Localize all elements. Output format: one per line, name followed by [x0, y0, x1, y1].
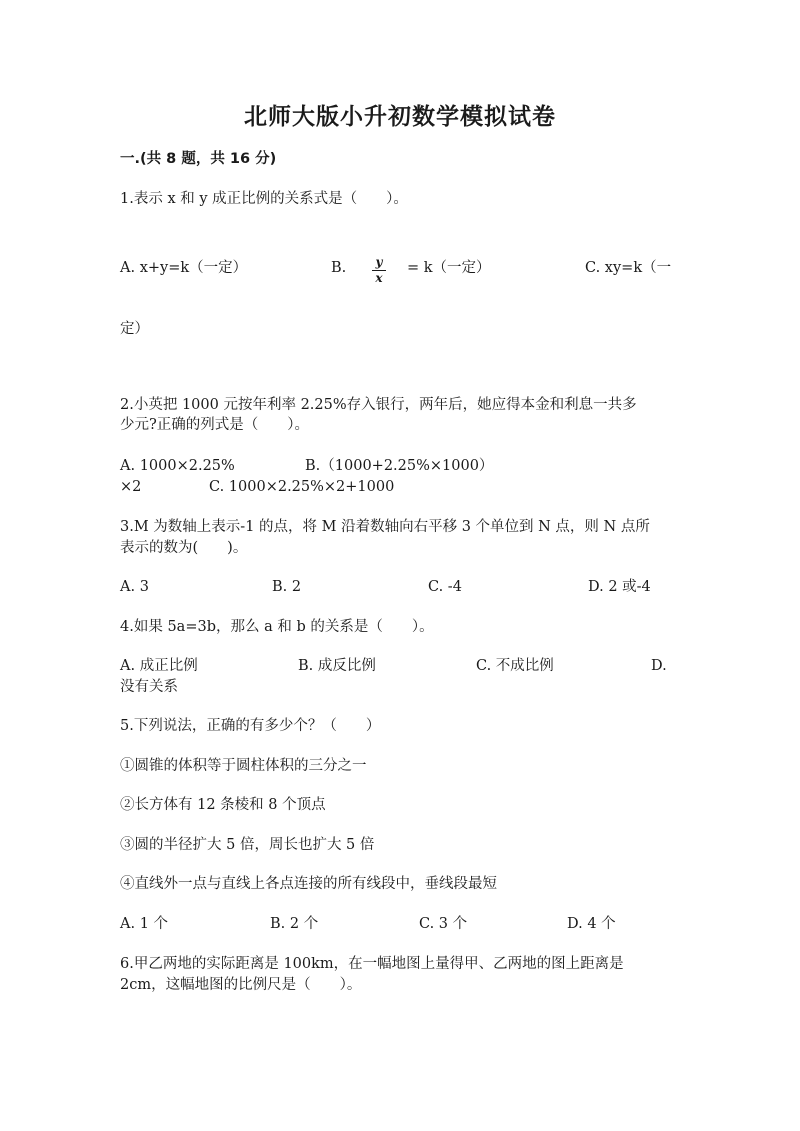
q3-option-a: A. 3 [120, 579, 149, 595]
q5-statement-1: ①圆锥的体积等于圆柱体积的三分之一 [120, 758, 367, 774]
q5-statement-2: ②长方体有 12 条棱和 8 个顶点 [120, 797, 326, 813]
q4-option-b: B. 成反比例 [298, 658, 376, 674]
q1-option-c: C. xy=k（一 [585, 260, 672, 276]
q1-option-b-fraction [372, 256, 386, 284]
q1-stem: 1.表示 x 和 y 成正比例的关系式是（ ）。 [120, 191, 408, 207]
q1-option-c-wrap: 定） [120, 321, 149, 337]
q2-stem-line1: 2.小英把 1000 元按年利率 2.25%存入银行，两年后，她应得本金和利息一共多 [120, 397, 637, 413]
q4-option-a: A. 成正比例 [120, 658, 198, 674]
q5-option-a: A. 1 个 [120, 916, 169, 932]
q4-option-d-label: D. [651, 658, 667, 674]
fraction-denominator: x [372, 270, 386, 284]
q5-option-b: B. 2 个 [270, 916, 319, 932]
q3-stem-line1: 3.M 为数轴上表示-1 的点，将 M 沿着数轴向右平移 3 个单位到 N 点，则 N 点所 [120, 519, 650, 535]
q4-option-d-text: 没有关系 [120, 679, 178, 695]
q4-option-c: C. 不成比例 [476, 658, 554, 674]
q5-statement-4: ④直线外一点与直线上各点连接的所有线段中，垂线段最短 [120, 876, 497, 892]
section-heading: 一.(共 8 题，共 16 分) [120, 151, 277, 167]
page-title: 北师大版小升初数学模拟试卷 [244, 104, 556, 130]
q1-option-a: A. x+y=k（一定） [120, 260, 248, 276]
q5-option-d: D. 4 个 [567, 916, 616, 932]
q5-statement-3: ③圆的半径扩大 5 倍，周长也扩大 5 倍 [120, 837, 375, 853]
q2-option-a: A. 1000×2.25% [120, 458, 235, 474]
q2-option-c: C. 1000×2.25%×2+1000 [209, 479, 395, 495]
q3-stem-line2: 表示的数为( )。 [120, 540, 248, 556]
q3-option-c: C. -4 [428, 579, 462, 595]
q1-option-b-label: B. [331, 260, 347, 276]
q3-option-d: D. 2 或-4 [588, 579, 651, 595]
q5-stem: 5.下列说法，正确的有多少个？（ ） [120, 718, 381, 734]
q1-option-b-text: = k（一定） [407, 260, 491, 276]
q4-stem: 4.如果 5a=3b，那么 a 和 b 的关系是（ ）。 [120, 619, 434, 635]
q2-stem-line2: 少元?正确的列式是（ ）。 [120, 417, 310, 433]
q2-option-b-wrap: ×2 [120, 479, 142, 495]
q2-option-b: B.（1000+2.25%×1000） [305, 458, 494, 474]
q6-stem-line2: 2cm，这幅地图的比例尺是（ ）。 [120, 977, 362, 993]
fraction-numerator: y [375, 255, 383, 269]
q6-stem-line1: 6.甲乙两地的实际距离是 100km，在一幅地图上量得甲、乙两地的图上距离是 [120, 956, 624, 972]
q5-option-c: C. 3 个 [419, 916, 468, 932]
q3-option-b: B. 2 [272, 579, 302, 595]
